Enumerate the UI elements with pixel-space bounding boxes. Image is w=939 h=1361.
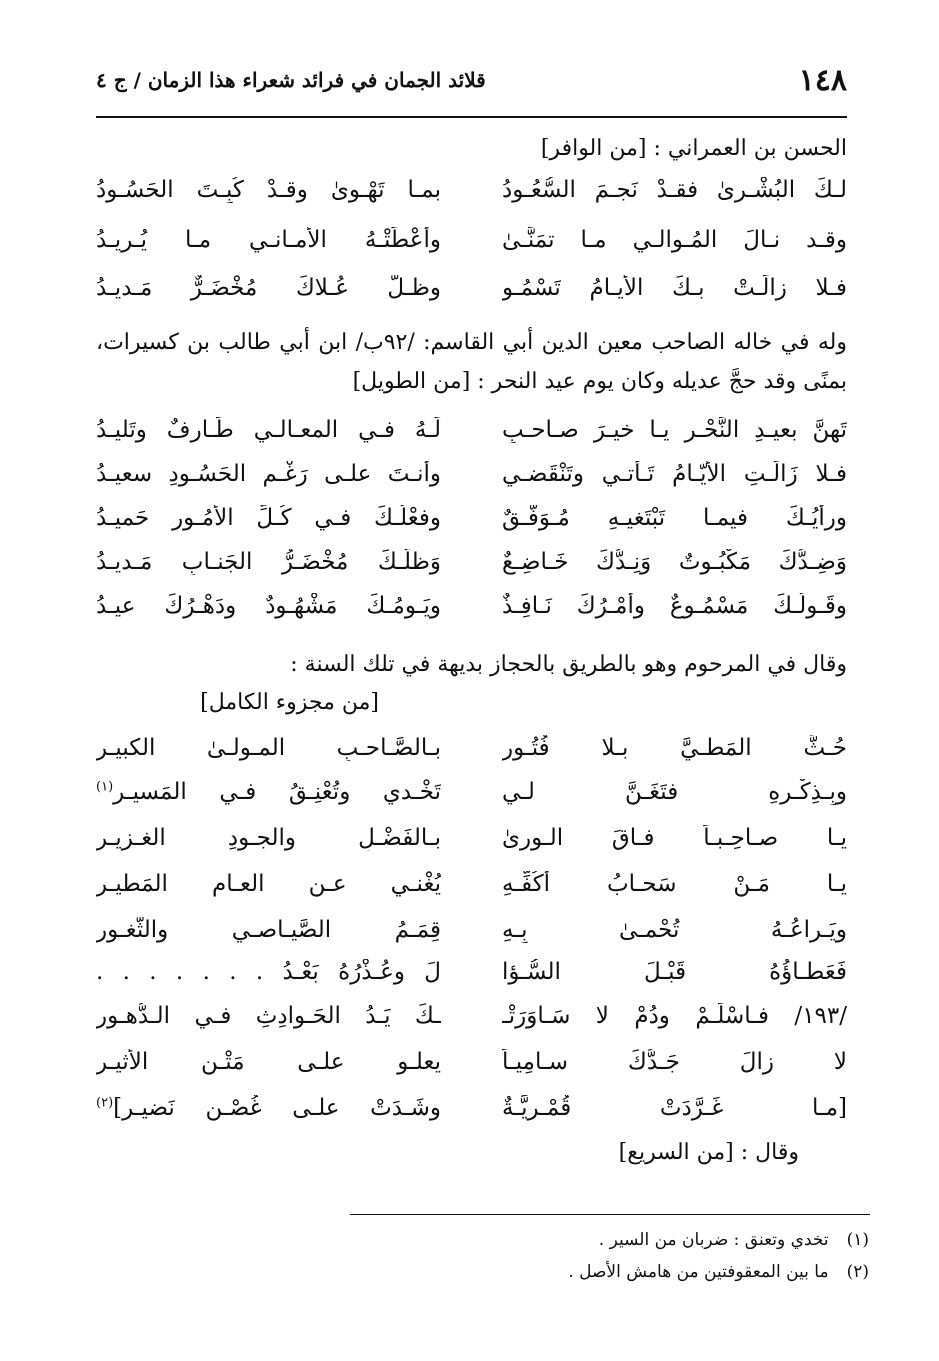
verse-line [96,218,847,262]
poem-intro-1: الحسن بن العمراني : [من الوافر] [540,136,847,161]
verse-line [96,816,847,860]
hemistich-second [96,779,441,805]
hemistich-second: لَ وعُـذْرُهُ بَعْـدُ . . . . . . . [96,959,441,985]
hemistich-second: بـالصَّـاحـبِ المـولـىٰ الكبيـرِ [96,735,441,761]
verse-line [96,540,847,584]
footnote [599,1230,869,1250]
header-rule [96,116,847,118]
hemistich-first: يـا مَـنْ سَحـابُ أكُفِّـهِ [502,871,847,897]
hemistich-first: فـلا زَالَـتِ الأيّـامُ تَـأتـي وتَنْقَضـي [502,461,847,487]
hemistich-first: ويَـراعُـهُ تُحْمـىٰ بِـهِ [502,917,847,943]
hemistich-second: بـالفَضْـلِ والجـودِ الغـزيـرِ [96,825,441,851]
hemistich-first: وقَـولُـكَ مَسْمُـوعٌ وأمْـرُكَ نَـافِـذٌ [502,593,847,619]
hemistich-second: ـكَ يَـدُ الحَـوادِثِ فـي الـدُّهـورِ [96,1003,441,1029]
hemistich-text: تَخْـدي وتُعْنِـقُ فـي المَسيـرِ [113,779,441,805]
hemistich-second: وأعْطَتْـهُ الأمـانـي مـا يُـريـدُ [96,227,441,253]
footnote-number: (٢) [846,1262,869,1282]
verse-line [96,770,847,814]
hemistich-first: /١٩٣/ فـاسْلَـمْ ودُمْ لا سَـاوَرَتْـ [502,1003,847,1029]
hemistich-first: يـا صـاحِـبـاً فـاقَ الـورىٰ [502,825,847,851]
hemistich-first: وَضِـدُّكَ مَكْبُـوتٌ وَنِـدُّكَ خَـاضِـعٌ [502,549,847,575]
hemistich-first: تَهنَّ بعيـدِ النَّحْـرِ يـا خيـرَ صـاحـبٍ [502,417,847,443]
hemistich-second: لَـهُ فـي المعـالـي طَـارفٌ وتَليـدُ [96,417,441,443]
hemistich-second: وأنـتَ علـى رَغْـمِ الحَسُـودِ سعيـدُ [96,461,441,487]
verse-line [96,726,847,770]
verse-line [96,1040,847,1084]
footnote-marker-1[interactable]: (١) [96,779,114,795]
footnote [568,1262,869,1282]
verse-line [96,168,847,212]
footnote-number: (١) [846,1230,869,1250]
running-title: قلائد الجمان في فرائد شعراء هذا الزمان / ج ٤ [96,68,486,92]
verse-line [96,408,847,452]
verse-line [96,908,847,952]
footnote-text: تخدي وتعنق : ضربان من السير . [598,1230,829,1250]
hemistich-second: بمـا تَهْـوىٰ وقـدْ كُبِـتَ الحَسُـودُ [96,177,441,203]
hemistich-first: وقـد نـالَ المُـوالـي مـا تمَنَّـىٰ [502,227,847,253]
footnote-rule [350,1214,870,1215]
hemistich-first: فَعَطـاؤُهُ قَبْـلَ السُّـؤا [502,959,847,985]
footnote-text: ما بين المعقوفتين من هامش الأصل . [568,1262,829,1282]
verse-line [96,496,847,540]
page-header [96,58,847,102]
hemistich-text: وشَـدَتْ علـى غُصْـنٍ نَضيـرِ] [113,1095,441,1121]
hemistich-second: يُغْنـي عـنِ العـامِ المَطيـرِ [96,871,441,897]
hemistich-second [96,1095,441,1121]
hemistich-second: وظـلُّ عُـلاكَ مُخْضَـرٌّ مَـديـدُ [96,275,441,301]
verse-line [96,994,847,1038]
hemistich-first: لا زالَ جَـدُّكَ سـامِيـاً [502,1049,847,1075]
hemistich-first: [مـا غَـرَّدَتْ قُمْـرِيَّـةٌ [502,1095,847,1121]
verse-line [96,452,847,496]
hemistich-second: قِمَـمُ الصَّيـاصـي والثُّغـورِ [96,917,441,943]
hemistich-first: ورأيُـكَ فيمـا تَبْتَغيـهِ مُـوَفَّـقٌ [502,505,847,531]
verse-line [96,950,847,994]
meter-label: [من مجزوء الكامل] [200,690,379,715]
poem-intro-2: وله في خاله الصاحب معين الدين أبي القاسم: /٩٢ب/ ابن أبي طالب بن كسيرات، بمنًى وقد حجَّ عديله وكان يوم عيد النحر : [من الطويل] [96,330,847,394]
hemistich-second: يعلـو علـى مَتْـنِ الأثيـرِ [96,1049,441,1075]
verse-line [96,266,847,310]
page-number: ١٤٨ [798,62,847,98]
hemistich-first: وبِـذِكْـرِهِ فتَغَـنَّ لـي [502,779,847,805]
verse-line [96,1086,847,1130]
poem-intro-4: وقال : [من السريع] [618,1140,799,1165]
verse-line [96,862,847,906]
verse-line [96,584,847,628]
hemistich-second: وَظلُّـكَ مُخْضَـرُّ الجَنـابِ مَـديـدُ [96,549,441,575]
hemistich-first: حُـثَّ المَطـيَّ بـلا فُتُـورِ [502,735,847,761]
poem-intro-3: وقال في المرحوم وهو بالطريق بالحجاز بديهة في تلك السنة : [290,652,847,677]
hemistich-second: ويَـومُـكَ مَشْهُـودٌ ودَهْـرُكَ عيـدُ [96,593,441,619]
hemistich-second: وفعْلُـكَ فـي كُـلِّ الأمُـورِ حَميـدُ [96,505,441,531]
footnote-marker-2[interactable]: (٢) [96,1095,114,1111]
hemistich-first: فـلا زالَـتْ بـكَ الأيـامُ تَسْمُـو [502,275,847,301]
hemistich-first: لـكَ البُشْـرىٰ فقـدْ نَجـمَ السُّعُـودُ [502,177,847,203]
